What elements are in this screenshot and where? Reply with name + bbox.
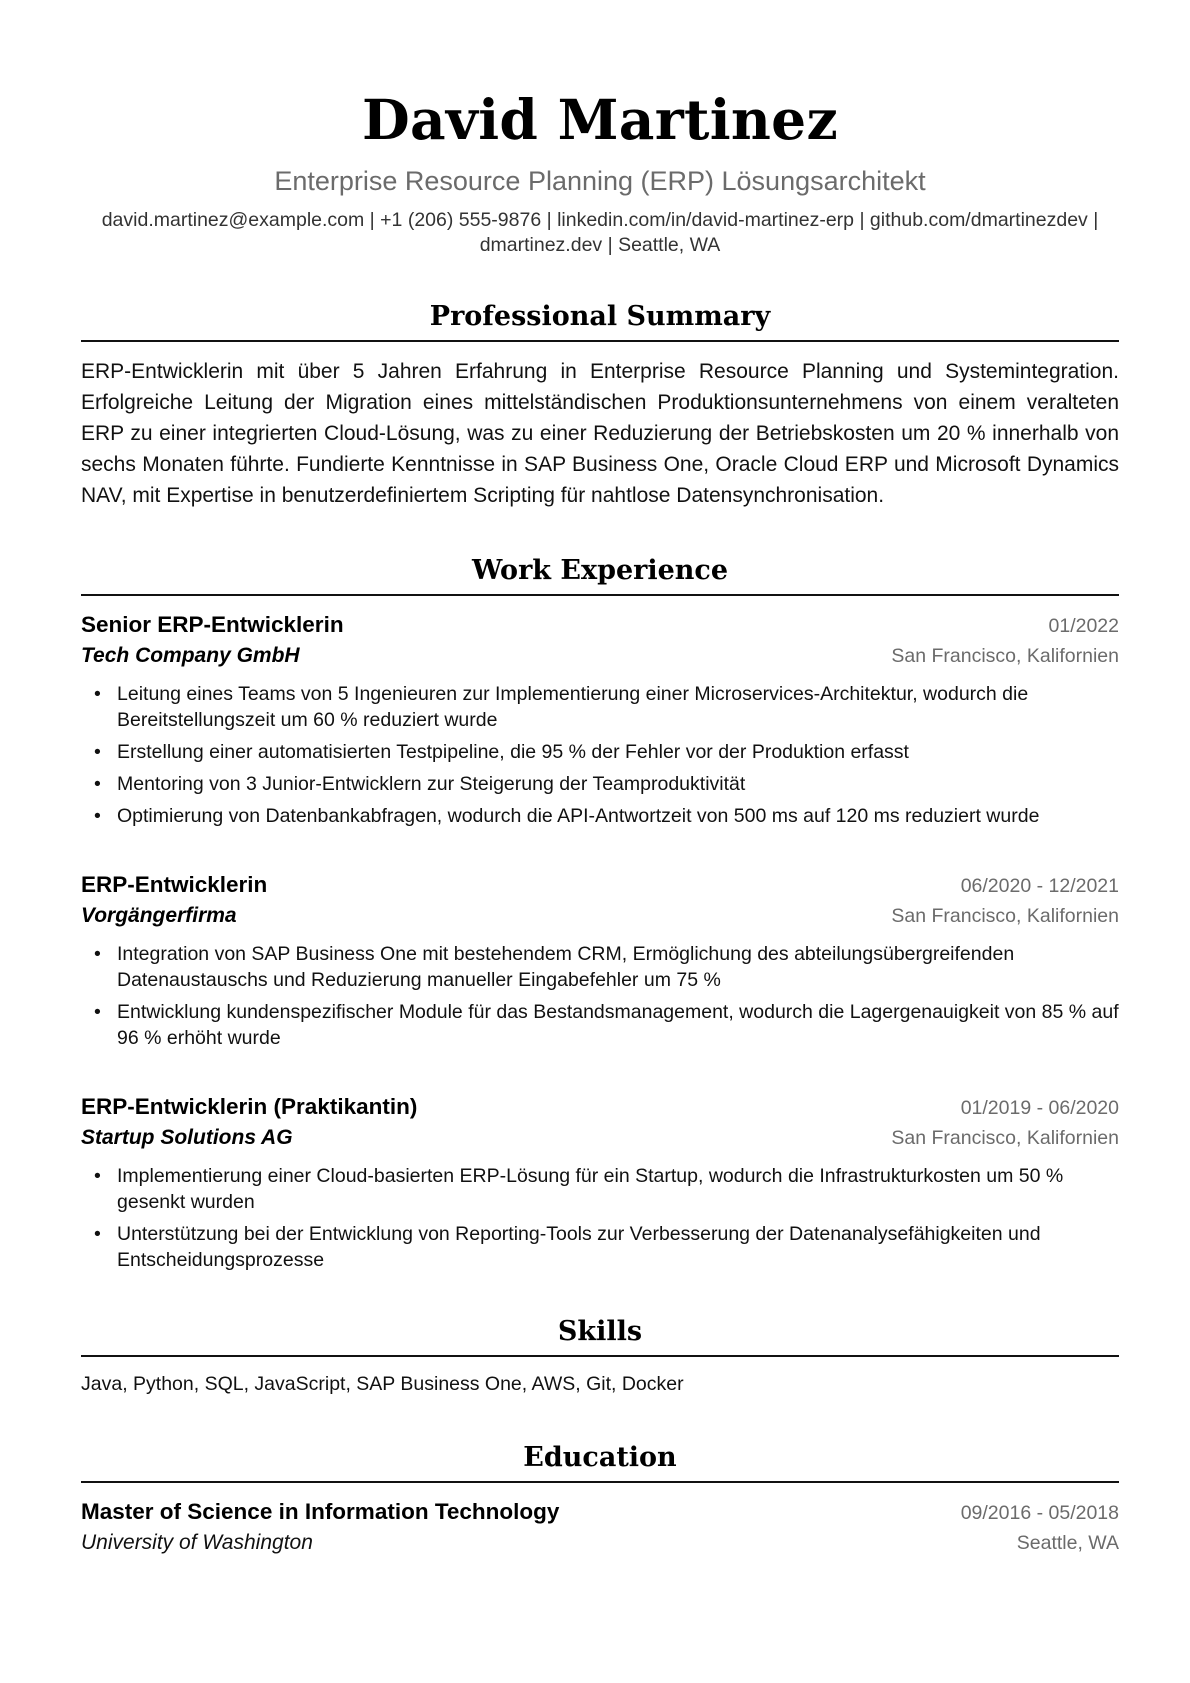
job-date: 01/2019 - 06/2020 <box>960 1097 1119 1119</box>
bullet-icon: • <box>94 773 101 795</box>
job-company: Startup Solutions AG <box>81 1126 293 1149</box>
job-bullets <box>81 681 1119 829</box>
bullet-icon: • <box>94 683 101 705</box>
summary-text: ERP-Entwicklerin mit über 5 Jahren Erfahrung in Enterprise Resource Planning und Systemintegration. Erfolgreiche Leitung der Migration eines mittelständischen Produktionsunternehmens von einem veralteten ERP zu einer integrierten Cloud-Lösung, was zu einer Reduzierung der Betriebskosten um 20 % innerhalb von sechs Monaten führte. Fundierte Kenntnisse in SAP Business One, Oracle Cloud ERP und Microsoft Dynamics NAV, mit Expertise in benutzerdefiniertem Scripting für nahtlose Datensynchronisation. <box>81 360 1119 507</box>
bullet-icon: • <box>94 805 101 827</box>
education-degree: Master of Science in Information Technology <box>81 1499 560 1524</box>
candidate-name: David Martinez <box>362 87 838 152</box>
resume-page <box>81 0 1119 1558</box>
contact-info <box>81 208 1119 258</box>
skills-heading: Skills <box>81 1315 1119 1357</box>
education-entry <box>81 1497 1119 1558</box>
bullet-icon: • <box>94 1001 101 1023</box>
summary-heading: Professional Summary <box>81 300 1119 342</box>
bullet-item: • Leitung eines Teams von 5 Ingenieuren zur Implementierung einer Microservices-Architektur, wodurch die Bereitstellungszeit um 60 % reduziert wurde <box>94 683 1029 731</box>
bullet-icon: • <box>94 943 101 965</box>
bullet-icon: • <box>94 1165 101 1187</box>
job-bullets <box>81 941 1119 1051</box>
job-entry <box>81 870 1119 1051</box>
job-company: Tech Company GmbH <box>81 644 300 667</box>
job-date: 06/2020 - 12/2021 <box>960 875 1119 897</box>
contact-line-1: david.martinez@example.com | +1 (206) 555-9876 | linkedin.com/in/david-martinez-erp | github.com/dmartinezdev | <box>101 209 1099 231</box>
work-experience-heading: Work Experience <box>81 554 1119 596</box>
job-bullets <box>81 1163 1119 1273</box>
bullet-item: • Optimierung von Datenbankabfragen, wodurch die API-Antwortzeit von 500 ms auf 120 ms reduziert wurde <box>94 805 1040 827</box>
education-heading: Education <box>81 1441 1119 1483</box>
bullet-item: • Erstellung einer automatisierten Testpipeline, die 95 % der Fehler vor der Produktion erfasst <box>94 741 909 763</box>
bullet-item: • Integration von SAP Business One mit bestehendem CRM, Ermöglichung des abteilungsübergreifenden Datenaustauschs und Reduzierung manueller Eingabefehler um 75 % <box>94 943 1015 991</box>
bullet-item: • Entwicklung kundenspezifischer Module für das Bestandsmanagement, wodurch die Lagergenauigkeit von 85 % auf 96 % erhöht wurde <box>94 1001 1119 1049</box>
job-location: San Francisco, Kalifornien <box>891 905 1119 927</box>
job-title: ERP-Entwicklerin <box>81 872 268 897</box>
skills-list: Java, Python, SQL, JavaScript, SAP Business One, AWS, Git, Docker <box>81 1373 684 1395</box>
job-title: ERP-Entwicklerin (Praktikantin) <box>81 1094 418 1119</box>
bullet-item: • Implementierung einer Cloud-basierten ERP-Lösung für ein Startup, wodurch die Infrastrukturkosten um 50 % gesenkt wurden <box>94 1165 1064 1213</box>
job-company: Vorgängerfirma <box>81 904 237 927</box>
job-location: San Francisco, Kalifornien <box>891 645 1119 667</box>
bullet-icon: • <box>94 741 101 763</box>
education-school: University of Washington <box>81 1531 313 1554</box>
job-date: 01/2022 <box>1048 615 1119 637</box>
candidate-headline: Enterprise Resource Planning (ERP) Lösungsarchitekt <box>274 166 926 196</box>
education-date: 09/2016 - 05/2018 <box>960 1502 1119 1524</box>
job-location: San Francisco, Kalifornien <box>891 1127 1119 1149</box>
job-title: Senior ERP-Entwicklerin <box>81 612 344 637</box>
education-location: Seattle, WA <box>1016 1532 1119 1554</box>
contact-line-2: dmartinez.dev | Seattle, WA <box>479 234 721 256</box>
job-entry <box>81 1092 1119 1273</box>
job-entry <box>81 610 1119 829</box>
bullet-icon: • <box>94 1223 101 1245</box>
bullet-item: • Mentoring von 3 Junior-Entwicklern zur Steigerung der Teamproduktivität <box>94 773 746 795</box>
bullet-item: • Unterstützung bei der Entwicklung von Reporting-Tools zur Verbesserung der Datenanalysefähigkeiten und Entscheidungsprozesse <box>94 1223 1041 1271</box>
